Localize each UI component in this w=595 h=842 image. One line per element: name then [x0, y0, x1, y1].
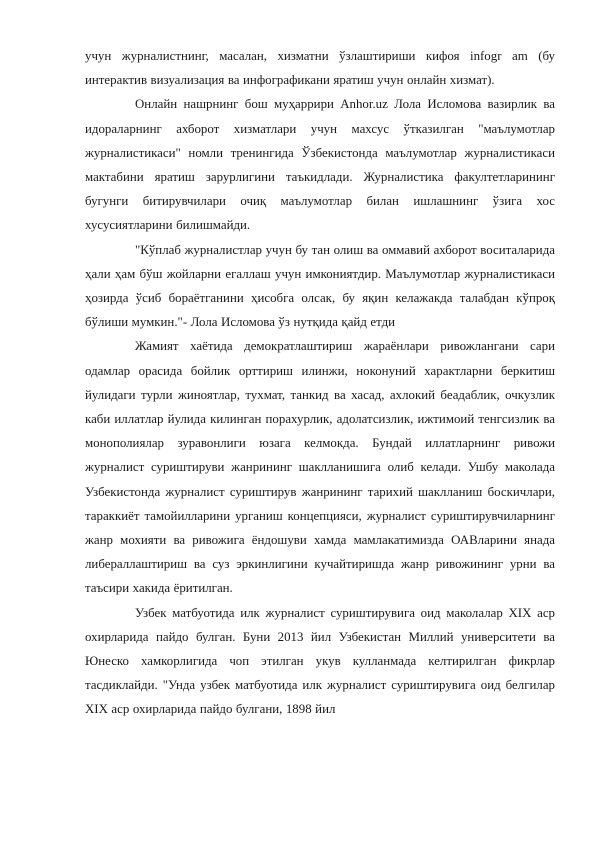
- paragraph-anhor-training: Онлайн нашрнинг бош муҳаррири Anhor.uz Лола Исломова вазирлик ва идораларнинг ахборот хизматлари учун махсус ўтказилган "маълумотлар журналистикаси" номли тренингида Ўзбекистонда маълумотлар журналистикаси мактабини яратиш зарурлигини таъкидлади. Журналистика факултетларининг бугунги битирувчилари очиқ маълумотлар билан ишлашнинг ўзига хос хусусиятларини билишмайди.: [85, 97, 555, 233]
- paragraph-infogram-continuation: учун журналистнинг, масалан, хизматни ўзлаштириши кифоя infogr am (бу интерактив визуализация ва инфографикани яратиш учун онлайн хизмат).: [85, 49, 555, 88]
- paragraph-uzbek-press-history: Узбек матбуотида илк журналист суриштирувига оид маколалар XIX аср охирларида пайдо булган. Буни 2013 йил Узбекистан Миллий университети ва Юнеско хамкорлигида чоп этилган укув кулланмада келтирилган фикрлар тасдиклайди. "Унда узбек матбуотида илк журналист суриштирувига оид белгилар XIX аср охирларида пайдо булгани, 1898 йил: [85, 605, 555, 717]
- paragraph-islomova-quote: "Кўплаб журналистлар учун бу тан олиш ва оммавий ахборот воситаларида ҳали ҳам бўш жойларни егаллаш учун имкониятдир. Маълумотлар журналистикаси ҳозирда ўсиб бораётганини ҳисобга олсак, бу яқин келажакда талабдан кўпроқ бўлиши мумкин."- Лола Исломова ўз нутқида қайд етди: [85, 242, 555, 330]
- paragraph-democratization: Жамият хаётида демократлаштириш жараёнлари ривожлангани сари одамлар орасида бойлик орттириш илинжи, ноконуний характларни беркитиш йулидаги турли жиноятлар, тухмат, танкид ва хасад, ахлокий беадаблик, очкузлик каби иллатлар йулида килинган порахурлик, адолатсизлик, ижтимоий тенгсизлик ва монополиялар зуравонлиги юзага келмокда. Бундай иллатларнинг ривожи журналист суриштируви жанрининг шаклланишига олиб келади. Ушбу маколада Узбекистонда журналист суриштирув жанрининг тарихий шаклланиш боскичлари, тараккиёт тамойилларини урганиш концепцияси, журналист суриштирувчиларнинг жанр мохияти ва ривожига ёндошуви хамда мамлакатимизда ОАВларини янада либераллаштириш ва суз эркинлигини кучайтиришда жанр ривожининг урни ва таъсири хакида ёритилган.: [85, 339, 555, 596]
